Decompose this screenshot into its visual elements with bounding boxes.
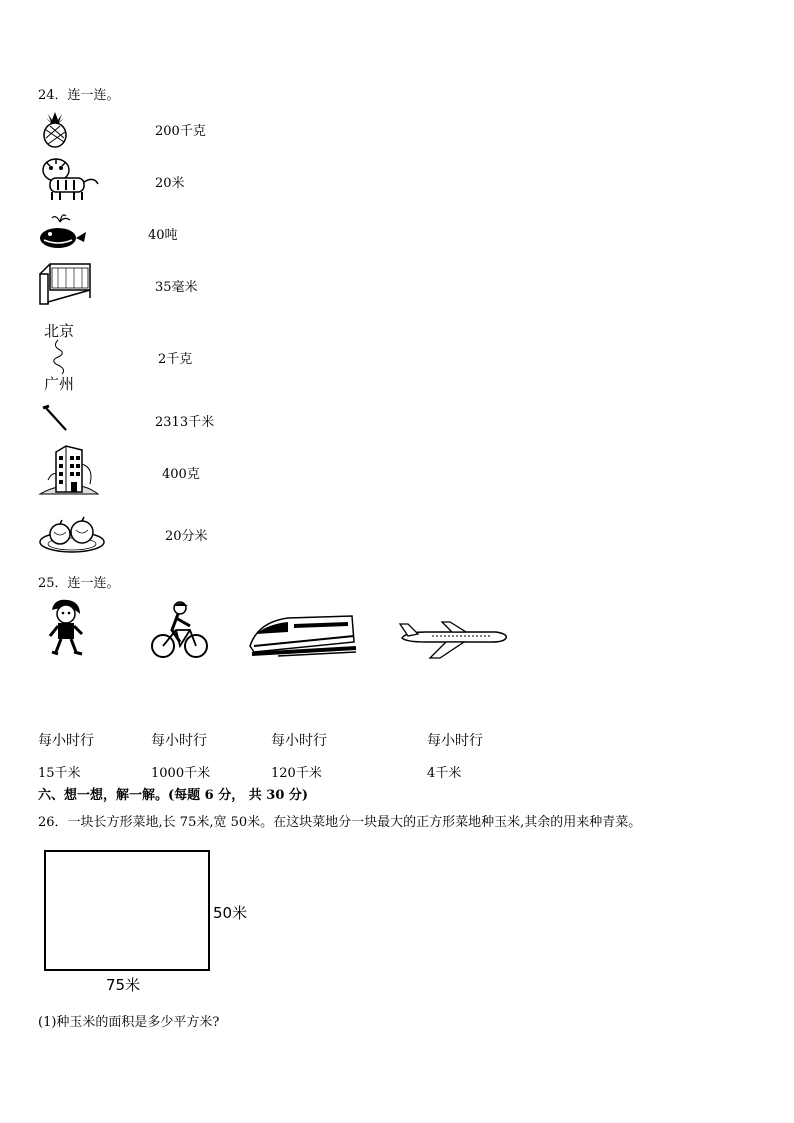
speed-value-4: 4千米 [427,766,462,781]
width-label: 50米 [213,904,248,922]
section6-title: 六、想一想，解一解。(每题 6 分， 共 30 分) [38,788,309,803]
tiger-icon [36,156,102,202]
q24-value-1: 200千克 [155,124,206,139]
q24-value-4: 35毫米 [155,280,198,295]
q24-title: 24．连一连。 [38,88,120,103]
route-label-start: 北京 [44,322,75,340]
child-walking-icon [44,596,90,658]
whale-icon [36,212,88,250]
pineapple-icon [38,110,72,148]
rectangle-field-diagram [44,850,210,971]
q26-sub1: (1)种玉米的面积是多少平方米? [38,1015,220,1030]
q24-value-7: 400克 [162,467,200,482]
cyclist-icon [150,600,210,662]
q24-value-2: 20米 [155,176,185,191]
speed-label-2: 每小时行 [151,733,207,749]
speed-value-2: 1000千米 [151,766,211,781]
route-label-end: 广州 [44,375,75,393]
building-icon [38,444,100,496]
airplane-icon [396,618,510,660]
speed-label-1: 每小时行 [38,733,94,749]
q24-value-5: 2千克 [158,352,193,367]
speed-label-4: 每小时行 [427,733,483,749]
q24-value-3: 40吨 [148,228,178,243]
route-map-icon [48,340,72,374]
speed-value-1: 15千米 [38,766,81,781]
train-icon [248,612,358,660]
q26-text: 26．一块长方形菜地,长 75米,宽 50米。在这块菜地分一块最大的正方形菜地种玉米,其余的用来种青菜。 [38,815,642,830]
bed-icon [38,260,94,306]
q24-value-6: 2313千米 [155,415,215,430]
fruit-plate-icon [38,512,106,554]
q24-value-8: 20分米 [165,529,208,544]
speed-value-3: 120千米 [271,766,322,781]
speed-label-3: 每小时行 [271,733,327,749]
length-label: 75米 [106,976,141,994]
q25-title: 25．连一连。 [38,576,120,591]
nail-icon [40,404,70,434]
